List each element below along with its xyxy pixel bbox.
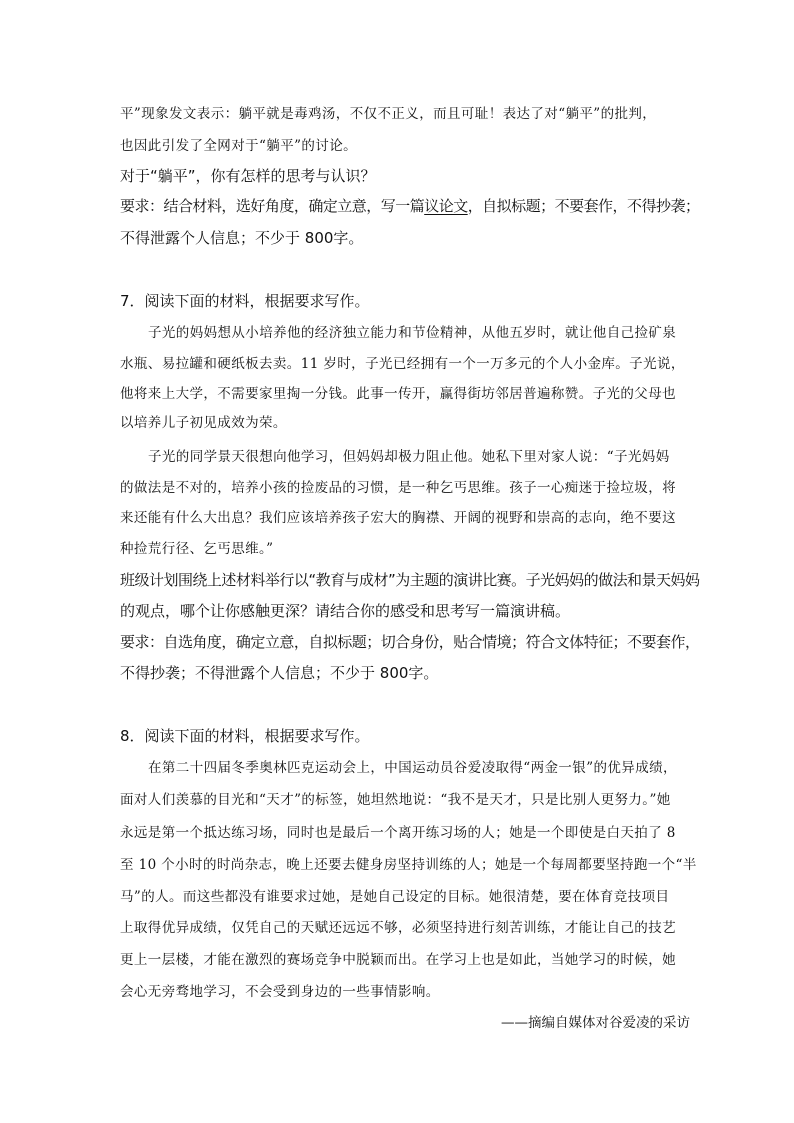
material-line: 会心无旁骛地学习，不会受到身边的一些事情影响。: [120, 984, 440, 1000]
prompt-line: 班级计划围绕上述材料举行以“教育与成材”为主题的演讲比赛。子光妈妈的做法和景天妈妈: [120, 571, 700, 589]
material-line: 平”现象发文表示：躺平就是毒鸡汤，不仅不正义，而且可耻！表达了对“躺平”的批判，: [120, 106, 657, 122]
prompt-line: 的观点，哪个让你感触更深？请结合你的感受和思考写一篇演讲稿。: [120, 602, 571, 620]
requirement-line: 不得抄袭；不得泄露个人信息；不少于 800字。: [120, 664, 439, 682]
material-line: 更上一层楼，才能在激烈的赛场竞争中脱颖而出。在学习上也是如此，当她学习的时候，她: [120, 952, 676, 968]
requirement-text: 要求：结合材料，选好角度，确定立意，写一篇: [120, 197, 425, 215]
material-line: 水瓶、易拉罐和硬纸板去卖。11 岁时，子光已经拥有一个一万多元的个人小金库。子光说，: [120, 356, 685, 372]
question-7-heading: 7．阅读下面的材料，根据要求写作。: [120, 292, 370, 310]
material-line: 子光的同学景天很想向他学习，但妈妈却极力阻止他。她私下里对家人说：“子光妈妈: [148, 449, 670, 465]
material-line: 子光的妈妈想从小培养他的经济独立能力和节俭精神，从他五岁时，就让他自己捡矿泉: [148, 325, 677, 341]
material-line: 他将来上大学，不需要家里掏一分钱。此事一传开，赢得街坊邻居普遍称赞。子光的父母也: [120, 386, 676, 402]
material-line: 上取得优异成绩，仅凭自己的天赋还远远不够，必须坚持进行刻苦训练，才能让自己的技艺: [120, 920, 676, 936]
material-line: 永远是第一个抵达练习场，同时也是最后一个离开练习场的人；她是一个即使是白天拍了 8: [120, 825, 676, 841]
question-text: 对于“躺平”，你有怎样的思考与认识？: [120, 167, 376, 185]
material-line: 面对人们羡慕的目光和“天才”的标签，她坦然地说：“我不是天才，只是比别人更努力。”她: [120, 792, 671, 808]
requirement-text: ，自拟标题；不要套作，不得抄袭；: [467, 197, 700, 215]
requirement-line: 要求：自选角度，确定立意，自拟标题；切合身份，贴合情境；符合文体特征；不要套作，: [120, 633, 700, 651]
material-line: 马”的人。而这些都没有谁要求过她，是她自己设定的目标。她很清楚，要在体育竞技项目: [120, 889, 670, 905]
requirement-line: 不得泄露个人信息；不少于 800字。: [120, 229, 364, 247]
material-line: 至 10 个小时的时尚杂志，晚上还要去健身房坚持训练的人；她是一个每周都要坚持跑一个“半: [120, 857, 697, 873]
essay-type-link[interactable]: 议论文: [424, 197, 468, 215]
material-line: 来还能有什么大出息？我们应该培养孩子宏大的胸襟、开阔的视野和崇高的志向，绝不要这: [120, 510, 676, 526]
material-line: 种捡荒行径、乞丐思维。”: [120, 541, 274, 557]
question-8-heading: 8．阅读下面的材料，根据要求写作。: [120, 727, 370, 745]
requirement-line: [120, 196, 699, 216]
material-line: 也因此引发了全网对于“躺平”的讨论。: [120, 138, 358, 154]
material-line: 在第二十四届冬季奥林匹克运动会上，中国运动员谷爱凌取得“两金一银”的优异成绩，: [148, 760, 677, 776]
material-line: 的做法是不对的，培养小孩的捡废品的习惯，是一种乞丐思维。孩子一心痴迷于捡垃圾，将: [120, 480, 676, 496]
source-attribution: ——摘编自媒体对谷爱凌的采访: [501, 1015, 690, 1031]
material-line: 以培养儿子初见成效为荣。: [120, 415, 287, 431]
